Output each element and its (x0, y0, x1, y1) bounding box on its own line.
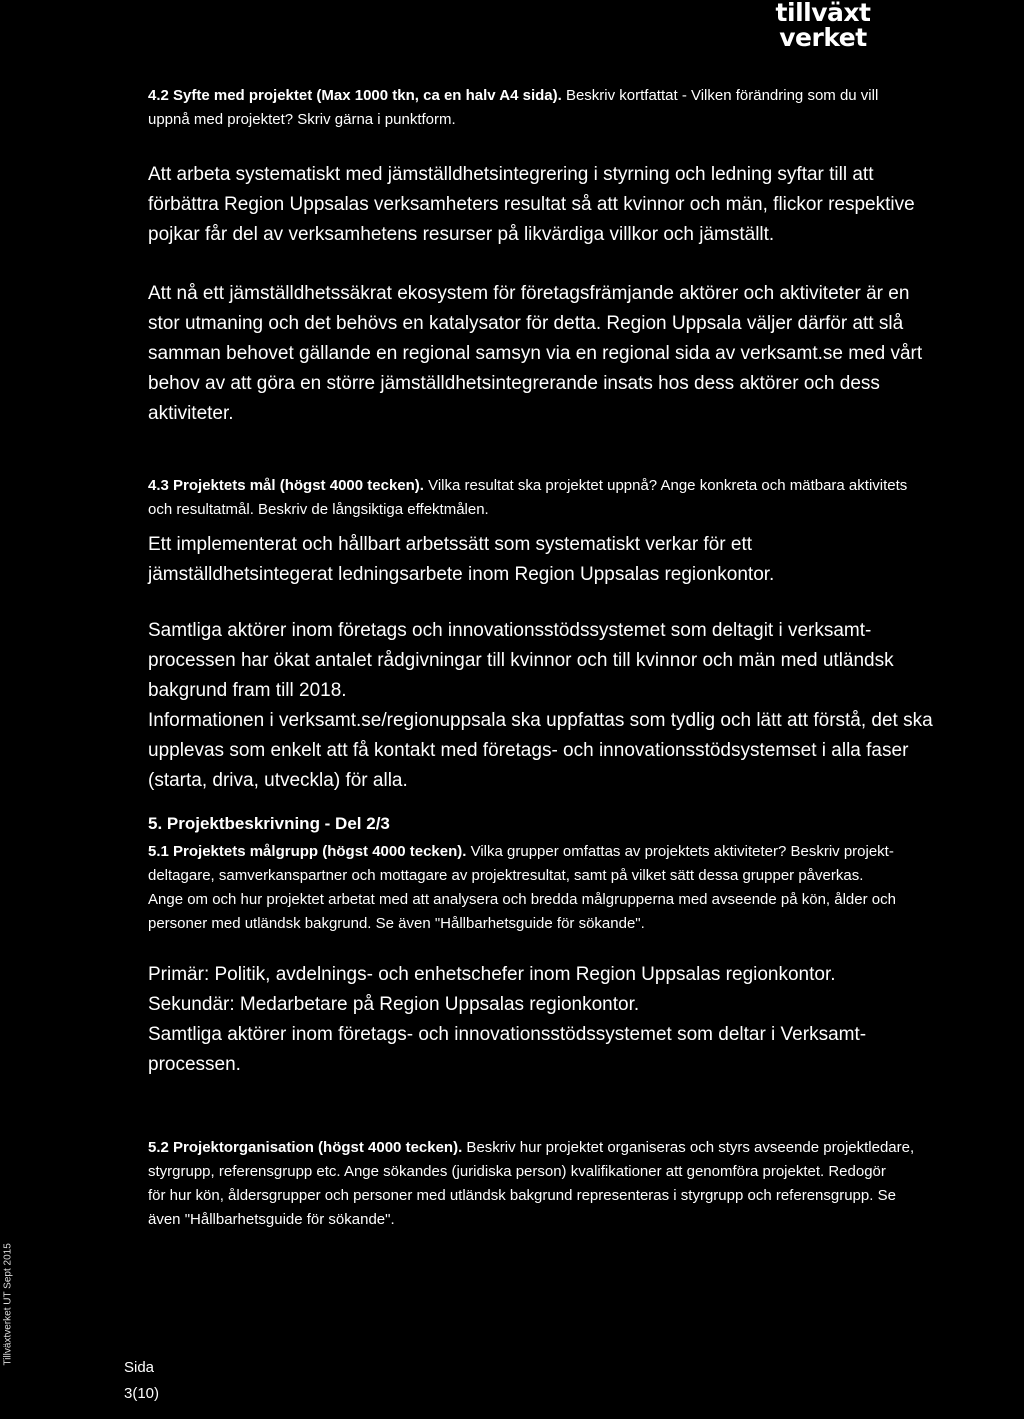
page-footer (124, 1355, 159, 1407)
question-4-2-text-line2: uppnå med projektet? Skriv gärna i punktform. (148, 111, 456, 128)
answer-line: jämställdhetsintegerat ledningsarbete inom Region Uppsalas regionkontor. (148, 564, 775, 585)
question-5-1-text-line: deltagare, samverkanspartner och mottagare av projektresultat, samt på vilket sätt dessa grupper påverkas. (148, 867, 864, 884)
answer-line: Informationen i verksamt.se/regionuppsala ska uppfattas som tydlig och lätt att förstå, det ska (148, 710, 933, 731)
question-5-2-text-line: även "Hållbarhetsguide för sökande". (148, 1211, 395, 1228)
question-4-2-title: 4.2 Syfte med projektet (Max 1000 tkn, ca en halv A4 sida). (148, 87, 562, 104)
question-4-3 (148, 474, 907, 522)
answer-line: pojkar får del av verksamhetens resurser på likvärdiga villkor och jämställt. (148, 224, 775, 245)
answer-line: Primär: Politik, avdelnings- och enhetschefer inom Region Uppsalas regionkontor. (148, 964, 836, 985)
question-5-2-text-line: för hur kön, åldersgrupper och personer med utländsk bakgrund representeras i styrgrupp och referensgrupp. Se (148, 1187, 896, 1204)
question-5-1-title: 5.1 Projektets målgrupp (högst 4000 tecken). (148, 843, 467, 860)
answer-4-3-paragraph-1 (148, 530, 774, 590)
answer-5-1 (148, 960, 866, 1080)
answer-line: upplevas som enkelt att få kontakt med företags- och innovationsstödsystemset i alla faser (148, 740, 909, 761)
answer-line: Ett implementerat och hållbart arbetssätt som systematiskt verkar för ett (148, 534, 753, 555)
answer-line: Samtliga aktörer inom företags och innovationsstödssystemet som deltagit i verksamt- (148, 620, 872, 641)
answer-line: Samtliga aktörer inom företags- och innovationsstödssystemet som deltar i Verksamt- (148, 1024, 867, 1045)
page-number: 3(10) (124, 1385, 160, 1402)
answer-line: Att nå ett jämställdhetssäkrat ekosystem för företagsfrämjande aktörer och aktiviteter är en (148, 283, 910, 304)
question-5-2 (148, 1136, 914, 1232)
question-5-1 (148, 840, 896, 936)
question-4-3-text-line2: och resultatmål. Beskriv de långsiktiga effektmålen. (148, 501, 489, 518)
answer-line: Sekundär: Medarbetare på Region Uppsalas regionkontor. (148, 994, 640, 1015)
logo-line-2: verket (779, 23, 867, 52)
page-label: Sida (124, 1359, 155, 1376)
question-5-2-title: 5.2 Projektorganisation (högst 4000 tecken). (148, 1139, 463, 1156)
question-4-3-text: Vilka resultat ska projektet uppnå? Ange konkreta och mätbara aktivitets (423, 477, 908, 494)
section-5-heading: 5. Projektbeskrivning - Del 2/3 (148, 814, 390, 833)
tillvaxtverket-logo (768, 0, 878, 50)
question-4-2-text: Beskriv kortfattat - Vilken förändring som du vill (561, 87, 879, 104)
question-4-3-title: 4.3 Projektets mål (högst 4000 tecken). (148, 477, 424, 494)
answer-4-3-paragraph-2 (148, 616, 933, 796)
form-version-note: Tillväxtverket UT Sept 2015 (2, 1243, 14, 1366)
answer-line: processen. (148, 1054, 241, 1075)
answer-4-2-paragraph-1 (148, 160, 915, 250)
answer-line: stor utmaning och det behövs en katalysator för detta. Region Uppsala väljer därför att slå (148, 313, 904, 334)
answer-line: förbättra Region Uppsalas verksamheters resultat så att kvinnor och män, flickor respektive (148, 194, 915, 215)
question-4-2 (148, 84, 878, 132)
answer-line: bakgrund fram till 2018. (148, 680, 347, 701)
answer-line: Att arbeta systematiskt med jämställdhetsintegrering i styrning och ledning syftar till att (148, 164, 874, 185)
logo-line-1: tillväxt (775, 0, 871, 27)
answer-line: behov av att göra en större jämställdhetsintegrerande insats hos dess aktörer och dess (148, 373, 880, 394)
question-5-1-text-line: Ange om och hur projektet arbetat med att analysera och bredda målgrupperna med avseende på kön, ålder och (148, 891, 896, 908)
answer-line: aktiviteter. (148, 403, 234, 424)
answer-line: samman behovet gällande en regional samsyn via en regional sida av verksamt.se med vårt (148, 343, 923, 364)
question-5-1-text: Vilka grupper omfattas av projektets aktiviteter? Beskriv projekt- (466, 843, 894, 860)
answer-line: (starta, driva, utveckla) för alla. (148, 770, 408, 791)
answer-4-2-paragraph-2 (148, 279, 922, 429)
question-5-2-text-line: styrgrupp, referensgrupp etc. Ange sökandes (juridiska person) kvalifikationer att genomföra projektet. Redogör (148, 1163, 886, 1180)
question-5-2-text: Beskriv hur projektet organiseras och styrs avseende projektledare, (462, 1139, 915, 1156)
question-5-1-text-line: personer med utländsk bakgrund. Se även "Hållbarhetsguide för sökande". (148, 915, 645, 932)
answer-line: processen har ökat antalet rådgivningar till kvinnor och till kvinnor och män med utländsk (148, 650, 894, 671)
